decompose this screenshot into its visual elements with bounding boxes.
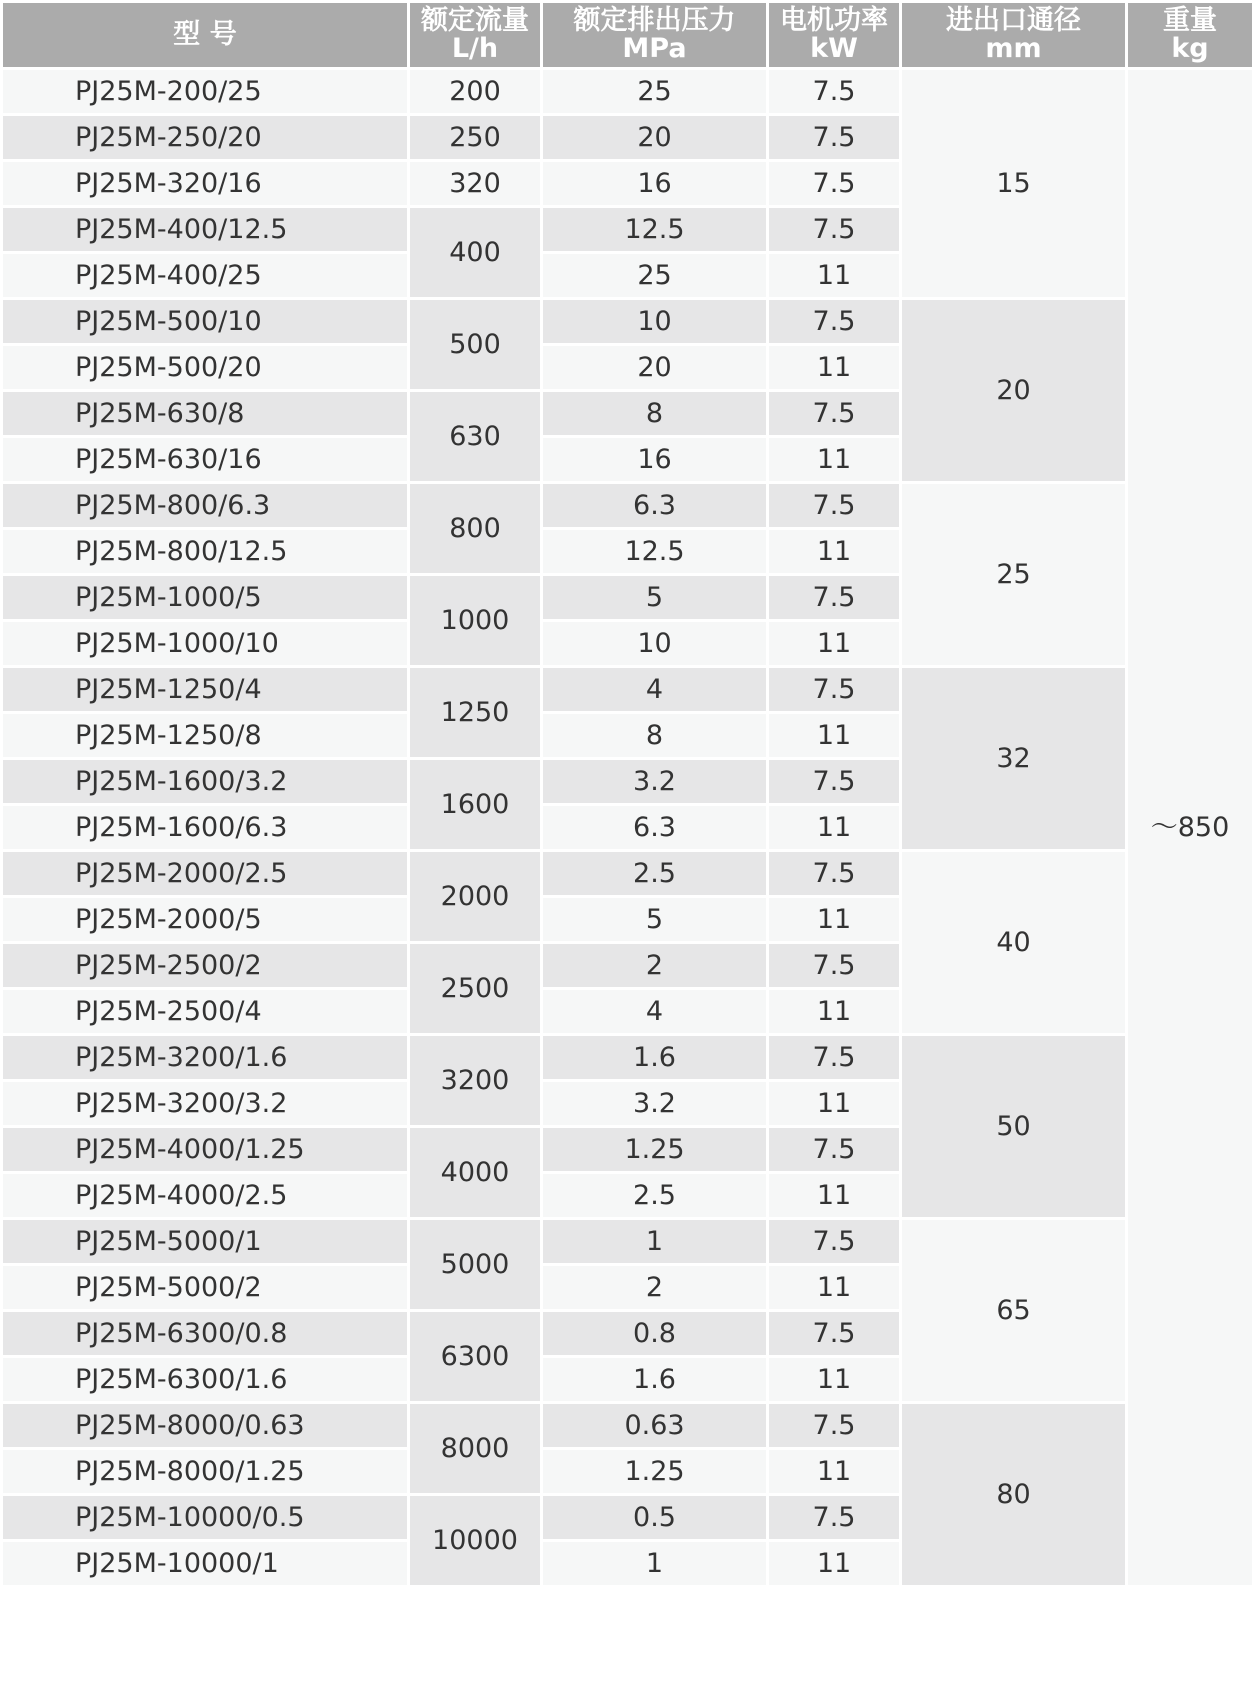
- model-cell: PJ25M-2500/4: [2, 989, 409, 1035]
- power-cell: 7.5: [768, 1127, 901, 1173]
- pressure-cell: 10: [542, 621, 768, 667]
- pressure-cell: 12.5: [542, 529, 768, 575]
- header-weight: 重量 kg: [1127, 2, 1252, 69]
- pressure-cell: 1: [542, 1541, 768, 1587]
- pressure-cell: 8: [542, 391, 768, 437]
- model-cell: PJ25M-10000/1: [2, 1541, 409, 1587]
- pressure-cell: 20: [542, 345, 768, 391]
- model-cell: PJ25M-10000/0.5: [2, 1495, 409, 1541]
- pressure-cell: 2.5: [542, 1173, 768, 1219]
- model-cell: PJ25M-5000/2: [2, 1265, 409, 1311]
- power-cell: 7.5: [768, 1311, 901, 1357]
- bore-cell: 15: [901, 69, 1127, 299]
- power-cell: 11: [768, 529, 901, 575]
- header-power: 电机功率 kW: [768, 2, 901, 69]
- model-cell: PJ25M-250/20: [2, 115, 409, 161]
- pressure-cell: 1.25: [542, 1127, 768, 1173]
- power-cell: 11: [768, 253, 901, 299]
- flow-cell: 3200: [409, 1035, 542, 1127]
- model-cell: PJ25M-2000/5: [2, 897, 409, 943]
- bore-cell: 40: [901, 851, 1127, 1035]
- header-bore: 进出口通径 mm: [901, 2, 1127, 69]
- pressure-cell: 5: [542, 575, 768, 621]
- flow-cell: 4000: [409, 1127, 542, 1219]
- flow-cell: 800: [409, 483, 542, 575]
- pressure-cell: 12.5: [542, 207, 768, 253]
- header-row: [2, 2, 1252, 69]
- model-cell: PJ25M-5000/1: [2, 1219, 409, 1265]
- flow-cell: 2500: [409, 943, 542, 1035]
- pressure-cell: 2.5: [542, 851, 768, 897]
- table-row: [2, 299, 1252, 345]
- power-cell: 11: [768, 1541, 901, 1587]
- flow-cell: 1000: [409, 575, 542, 667]
- model-cell: PJ25M-4000/2.5: [2, 1173, 409, 1219]
- power-cell: 7.5: [768, 943, 901, 989]
- flow-cell: 2000: [409, 851, 542, 943]
- flow-cell: 5000: [409, 1219, 542, 1311]
- spec-body: [2, 69, 1252, 1587]
- power-cell: 11: [768, 621, 901, 667]
- table-row: [2, 1403, 1252, 1449]
- model-cell: PJ25M-500/10: [2, 299, 409, 345]
- model-cell: PJ25M-200/25: [2, 69, 409, 115]
- pressure-cell: 4: [542, 667, 768, 713]
- table-row: [2, 1219, 1252, 1265]
- power-cell: 7.5: [768, 299, 901, 345]
- power-cell: 7.5: [768, 69, 901, 115]
- pressure-cell: 2: [542, 943, 768, 989]
- pressure-cell: 25: [542, 69, 768, 115]
- model-cell: PJ25M-8000/1.25: [2, 1449, 409, 1495]
- pressure-cell: 4: [542, 989, 768, 1035]
- bore-cell: 80: [901, 1403, 1127, 1587]
- model-cell: PJ25M-630/8: [2, 391, 409, 437]
- model-cell: PJ25M-1250/8: [2, 713, 409, 759]
- power-cell: 7.5: [768, 575, 901, 621]
- header-flow: 额定流量 L/h: [409, 2, 542, 69]
- flow-cell: 250: [409, 115, 542, 161]
- pressure-cell: 8: [542, 713, 768, 759]
- pressure-cell: 5: [542, 897, 768, 943]
- flow-cell: 400: [409, 207, 542, 299]
- power-cell: 7.5: [768, 1495, 901, 1541]
- power-cell: 11: [768, 1265, 901, 1311]
- pressure-cell: 3.2: [542, 1081, 768, 1127]
- bore-cell: 65: [901, 1219, 1127, 1403]
- model-cell: PJ25M-3200/1.6: [2, 1035, 409, 1081]
- table-row: [2, 69, 1252, 115]
- flow-cell: 1600: [409, 759, 542, 851]
- power-cell: 11: [768, 897, 901, 943]
- model-cell: PJ25M-1250/4: [2, 667, 409, 713]
- flow-cell: 1250: [409, 667, 542, 759]
- flow-cell: 500: [409, 299, 542, 391]
- model-cell: PJ25M-8000/0.63: [2, 1403, 409, 1449]
- pressure-cell: 16: [542, 437, 768, 483]
- model-cell: PJ25M-320/16: [2, 161, 409, 207]
- power-cell: 11: [768, 1357, 901, 1403]
- model-cell: PJ25M-800/12.5: [2, 529, 409, 575]
- power-cell: 11: [768, 805, 901, 851]
- power-cell: 7.5: [768, 1035, 901, 1081]
- power-cell: 11: [768, 713, 901, 759]
- model-cell: PJ25M-400/25: [2, 253, 409, 299]
- model-cell: PJ25M-400/12.5: [2, 207, 409, 253]
- power-cell: 7.5: [768, 115, 901, 161]
- model-cell: PJ25M-6300/1.6: [2, 1357, 409, 1403]
- pressure-cell: 25: [542, 253, 768, 299]
- flow-cell: 320: [409, 161, 542, 207]
- pressure-cell: 1: [542, 1219, 768, 1265]
- pressure-cell: 10: [542, 299, 768, 345]
- power-cell: 7.5: [768, 1219, 901, 1265]
- pressure-cell: 1.25: [542, 1449, 768, 1495]
- model-cell: PJ25M-1000/5: [2, 575, 409, 621]
- model-cell: PJ25M-3200/3.2: [2, 1081, 409, 1127]
- pressure-cell: 20: [542, 115, 768, 161]
- pressure-cell: 0.5: [542, 1495, 768, 1541]
- header-model: 型 号: [2, 2, 409, 69]
- model-cell: PJ25M-800/6.3: [2, 483, 409, 529]
- power-cell: 11: [768, 437, 901, 483]
- power-cell: 11: [768, 989, 901, 1035]
- table-row: [2, 851, 1252, 897]
- power-cell: 7.5: [768, 483, 901, 529]
- pressure-cell: 0.63: [542, 1403, 768, 1449]
- power-cell: 7.5: [768, 161, 901, 207]
- model-cell: PJ25M-1600/3.2: [2, 759, 409, 805]
- power-cell: 7.5: [768, 1403, 901, 1449]
- flow-cell: 630: [409, 391, 542, 483]
- model-cell: PJ25M-1000/10: [2, 621, 409, 667]
- power-cell: 7.5: [768, 207, 901, 253]
- flow-cell: 6300: [409, 1311, 542, 1403]
- table-row: [2, 483, 1252, 529]
- header-pressure: 额定排出压力 MPa: [542, 2, 768, 69]
- model-cell: PJ25M-1600/6.3: [2, 805, 409, 851]
- model-cell: PJ25M-6300/0.8: [2, 1311, 409, 1357]
- model-cell: PJ25M-2000/2.5: [2, 851, 409, 897]
- power-cell: 11: [768, 1173, 901, 1219]
- bore-cell: 25: [901, 483, 1127, 667]
- pressure-cell: 16: [542, 161, 768, 207]
- model-cell: PJ25M-2500/2: [2, 943, 409, 989]
- power-cell: 11: [768, 1449, 901, 1495]
- flow-cell: 200: [409, 69, 542, 115]
- bore-cell: 32: [901, 667, 1127, 851]
- bore-cell: 20: [901, 299, 1127, 483]
- power-cell: 11: [768, 345, 901, 391]
- flow-cell: 10000: [409, 1495, 542, 1587]
- power-cell: 7.5: [768, 759, 901, 805]
- bore-cell: 50: [901, 1035, 1127, 1219]
- model-cell: PJ25M-4000/1.25: [2, 1127, 409, 1173]
- pressure-cell: 6.3: [542, 483, 768, 529]
- pressure-cell: 1.6: [542, 1357, 768, 1403]
- weight-cell: ～850: [1127, 69, 1252, 1587]
- pressure-cell: 1.6: [542, 1035, 768, 1081]
- table-row: [2, 667, 1252, 713]
- table-row: [2, 1035, 1252, 1081]
- pressure-cell: 2: [542, 1265, 768, 1311]
- power-cell: 7.5: [768, 851, 901, 897]
- power-cell: 7.5: [768, 391, 901, 437]
- model-cell: PJ25M-630/16: [2, 437, 409, 483]
- model-cell: PJ25M-500/20: [2, 345, 409, 391]
- pressure-cell: 3.2: [542, 759, 768, 805]
- power-cell: 11: [768, 1081, 901, 1127]
- pressure-cell: 0.8: [542, 1311, 768, 1357]
- power-cell: 7.5: [768, 667, 901, 713]
- pressure-cell: 6.3: [542, 805, 768, 851]
- flow-cell: 8000: [409, 1403, 542, 1495]
